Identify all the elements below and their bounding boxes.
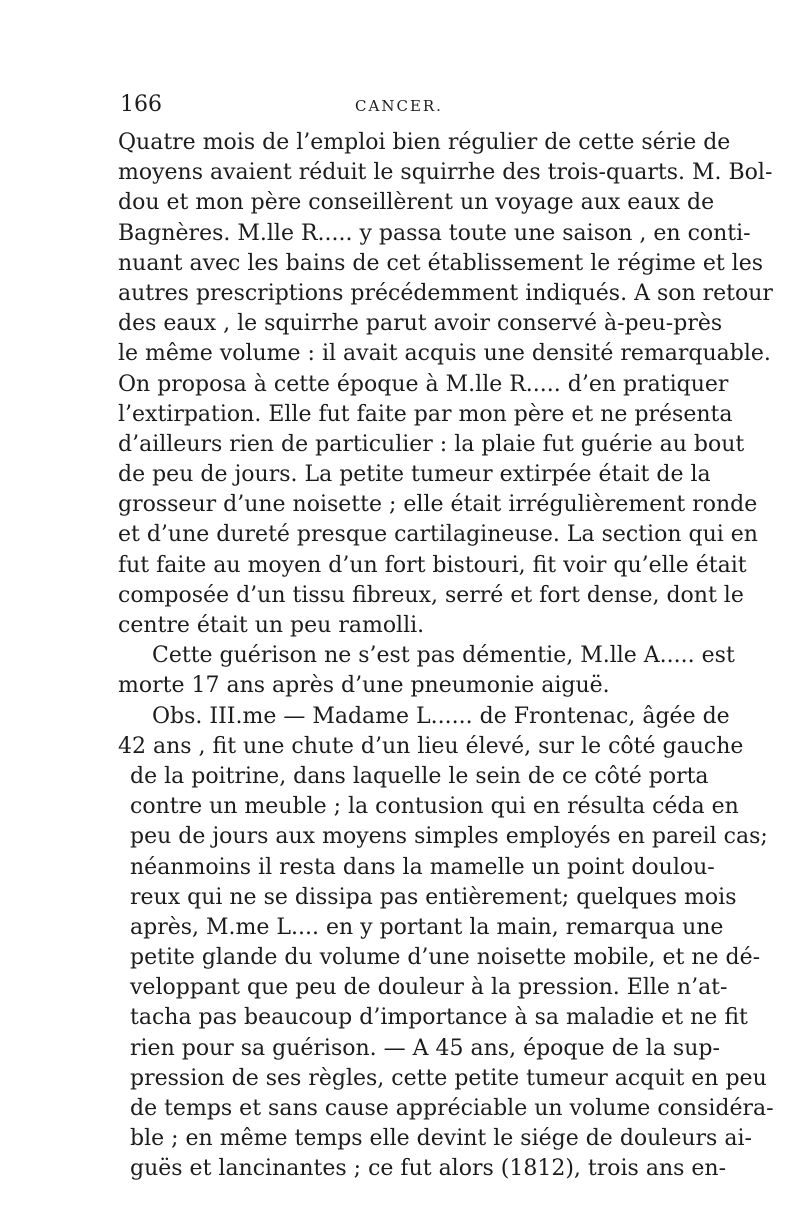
text-line: peu de jours aux moyens simples employés en pareil cas; <box>130 824 768 850</box>
text-line: fut faite au moyen d’un fort bistouri, fit voir qu’elle était <box>118 552 747 578</box>
text-line: des eaux , le squirrhe parut avoir conservé à-peu-près <box>118 311 723 337</box>
text-line: nuant avec les bains de cet établissement le régime et les <box>118 250 764 276</box>
text-line: reux qui ne se dissipa pas entièrement; quelques mois <box>130 884 737 910</box>
text-line: guës et lancinantes ; ce fut alors (1812), trois ans en- <box>130 1156 727 1182</box>
book-page <box>118 90 774 1185</box>
text-line: centre était un peu ramolli. <box>118 613 425 638</box>
text-line: moyens avaient réduit le squirrhe des trois-quarts. M. Bol- <box>118 160 773 186</box>
page-number: 166 <box>120 92 162 117</box>
running-head <box>118 90 680 128</box>
text-line: autres prescriptions précédemment indiqués. A son retour <box>118 280 773 306</box>
text-line: de la poitrine, dans laquelle le sein de ce côté porta <box>130 763 709 789</box>
text-line: de temps et sans cause appréciable un volume considéra- <box>130 1096 774 1121</box>
text-line: d’ailleurs rien de particulier : la plaie fut guérie au bout <box>118 431 745 457</box>
text-line: après, M.me L.... en y portant la main, remarqua une <box>130 914 724 940</box>
text-line: 42 ans , fit une chute d’un lieu élevé, sur le côté gauche <box>118 733 744 759</box>
section-title: CANCER. <box>355 97 443 115</box>
text-line: On proposa à cette époque à M.lle R..... d’en pratiquer <box>118 371 729 397</box>
text-line: Quatre mois de l’emploi bien régulier de cette série de <box>118 130 731 155</box>
text-line: Obs. III.me — Madame L...... de Frontenac, âgée de <box>152 703 730 729</box>
text-line: de peu de jours. La petite tumeur extirpée était de la <box>118 462 711 488</box>
text-line: Bagnères. M.lle R..... y passa toute une saison , en conti- <box>118 220 751 246</box>
text-line: ble ; en même temps elle devint le siége de douleurs ai- <box>130 1126 752 1152</box>
text-line: pression de ses règles, cette petite tumeur acquit en peu <box>130 1065 767 1091</box>
text-line: morte 17 ans après d’une pneumonie aiguë. <box>118 673 610 699</box>
text-line: veloppant que peu de douleur à la pression. Elle n’at- <box>130 975 728 1001</box>
text-line: tacha pas beaucoup d’importance à sa maladie et ne fit <box>130 1005 748 1031</box>
text-line: petite glande du volume d’une noisette mobile, et ne dé- <box>130 945 761 971</box>
text-line: l’extirpation. Elle fut faite par mon père et ne présenta <box>118 401 733 427</box>
text-line: et d’une dureté presque cartilagineuse. La section qui en <box>118 522 758 548</box>
text-line: néanmoins il resta dans la mamelle un point doulou- <box>130 854 715 880</box>
text-line: Cette guérison ne s’est pas démentie, M.lle A..... est <box>152 643 735 669</box>
text-line: composée d’un tissu fibreux, serré et fort dense, dont le <box>118 582 744 608</box>
text-line: rien pour sa guérison. — A 45 ans, époque de la sup- <box>130 1035 720 1061</box>
text-line: grosseur d’une noisette ; elle était irrégulièrement ronde <box>118 492 758 518</box>
body-text <box>118 128 774 1185</box>
text-line: dou et mon père conseillèrent un voyage aux eaux de <box>118 190 715 216</box>
text-line: contre un meuble ; la contusion qui en résulta céda en <box>130 794 739 820</box>
text-line: le même volume : il avait acquis une densité remarquable. <box>118 341 771 367</box>
